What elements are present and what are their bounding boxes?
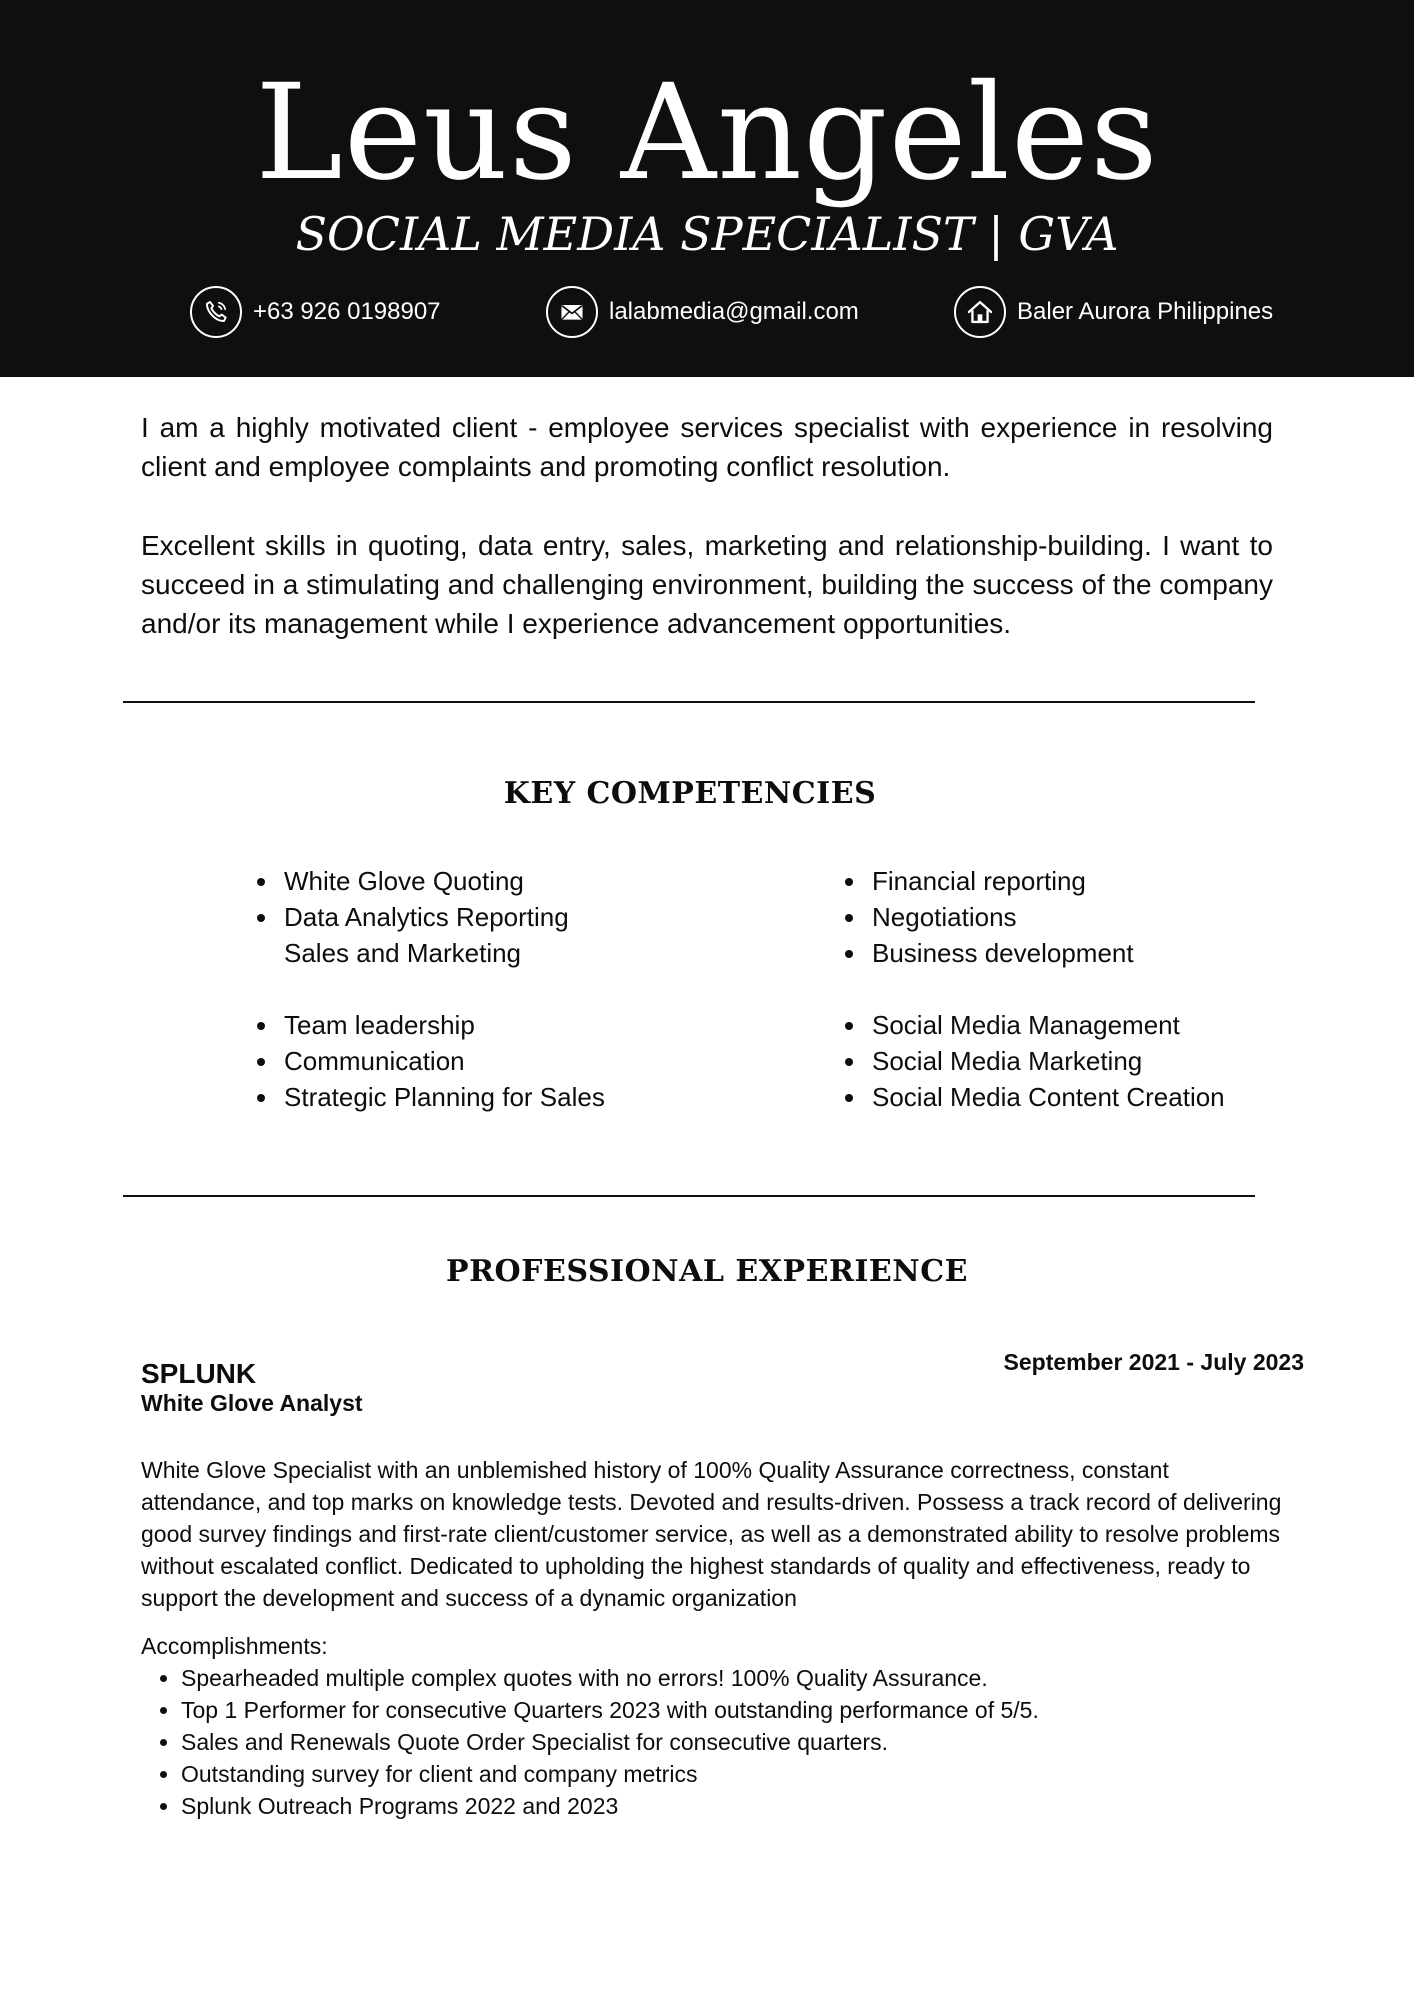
- competency-item: • Negotiations: [868, 899, 1248, 935]
- accomplishment-item: • Outstanding survey for client and company metrics: [181, 1758, 1331, 1790]
- accomplishment-item: • Splunk Outreach Programs 2022 and 2023: [181, 1790, 1331, 1822]
- contact-phone: [190, 284, 441, 340]
- phone-number: +63 926 0198907: [253, 298, 441, 325]
- experience-title: PROFESSIONAL EXPERIENCE: [446, 1254, 968, 1289]
- competency-item: • White Glove Quoting: [280, 863, 610, 899]
- job-dates: September 2021 - July 2023: [1003, 1349, 1304, 1375]
- competency-item: • Data Analytics Reporting Sales and Marketing: [280, 899, 610, 971]
- job-position: White Glove Analyst: [141, 1390, 363, 1416]
- accomplishments-label: Accomplishments:: [141, 1633, 328, 1659]
- competency-item: • Communication: [280, 1043, 610, 1079]
- contact-location: [954, 284, 1273, 340]
- contact-email: [546, 284, 859, 340]
- job-company: SPLUNK: [141, 1358, 257, 1389]
- accomplishments-list: [141, 1662, 1331, 1822]
- accomplishment-item: • Top 1 Performer for consecutive Quarters 2023 with outstanding performance of 5/5.: [181, 1694, 1331, 1726]
- section-divider: [123, 1195, 1255, 1197]
- resume-header: [0, 0, 1414, 377]
- competency-item: • Team leadership: [280, 1007, 610, 1043]
- competency-list: [838, 1007, 1248, 1115]
- competency-item: • Financial reporting: [868, 863, 1248, 899]
- envelope-icon: [546, 286, 598, 338]
- phone-icon: [190, 286, 242, 338]
- competency-item: • Business development: [868, 935, 1248, 971]
- summary-paragraph: I am a highly motivated client - employee services specialist with experience in resolving client and employee complaints and promoting conflict resolution.: [141, 412, 1273, 482]
- section-divider: [123, 701, 1255, 703]
- accomplishment-item: • Sales and Renewals Quote Order Specialist for consecutive quarters.: [181, 1726, 1331, 1758]
- competency-list: [250, 863, 610, 971]
- candidate-name: Leus Angeles: [255, 56, 1159, 210]
- email-address: lalabmedia@gmail.com: [609, 298, 859, 325]
- job-description: White Glove Specialist with an unblemished history of 100% Quality Assurance correctness, constant attendance, and top marks on knowledge tests. Devoted and results-driven. Possess a track record of delivering good survey findings and first-rate client/customer service, as well as a demonstrated ability to resolve problems without escalated conflict. Dedicated to upholding the highest standards of quality and effectiveness, ready to support the development and success of a dynamic organization: [141, 1457, 1282, 1611]
- competency-item: • Social Media Marketing: [868, 1043, 1248, 1079]
- competency-list: [250, 1007, 610, 1115]
- competency-item: • Strategic Planning for Sales: [280, 1079, 610, 1115]
- home-icon: [954, 286, 1006, 338]
- competency-list: [838, 863, 1248, 971]
- candidate-role: SOCIAL MEDIA SPECIALIST | GVA: [295, 207, 1119, 261]
- accomplishment-item: • Spearheaded multiple complex quotes with no errors! 100% Quality Assurance.: [181, 1662, 1331, 1694]
- competency-item: • Social Media Content Creation: [868, 1079, 1248, 1115]
- location-text: Baler Aurora Philippines: [1017, 298, 1274, 325]
- competencies-title: KEY COMPETENCIES: [503, 776, 877, 811]
- summary-paragraph: Excellent skills in quoting, data entry, sales, marketing and relationship-building. I want to succeed in a stimulating and challenging environment, building the success of the company and/or its management while I experience advancement opportunities.: [141, 530, 1273, 639]
- competency-item: • Social Media Management: [868, 1007, 1248, 1043]
